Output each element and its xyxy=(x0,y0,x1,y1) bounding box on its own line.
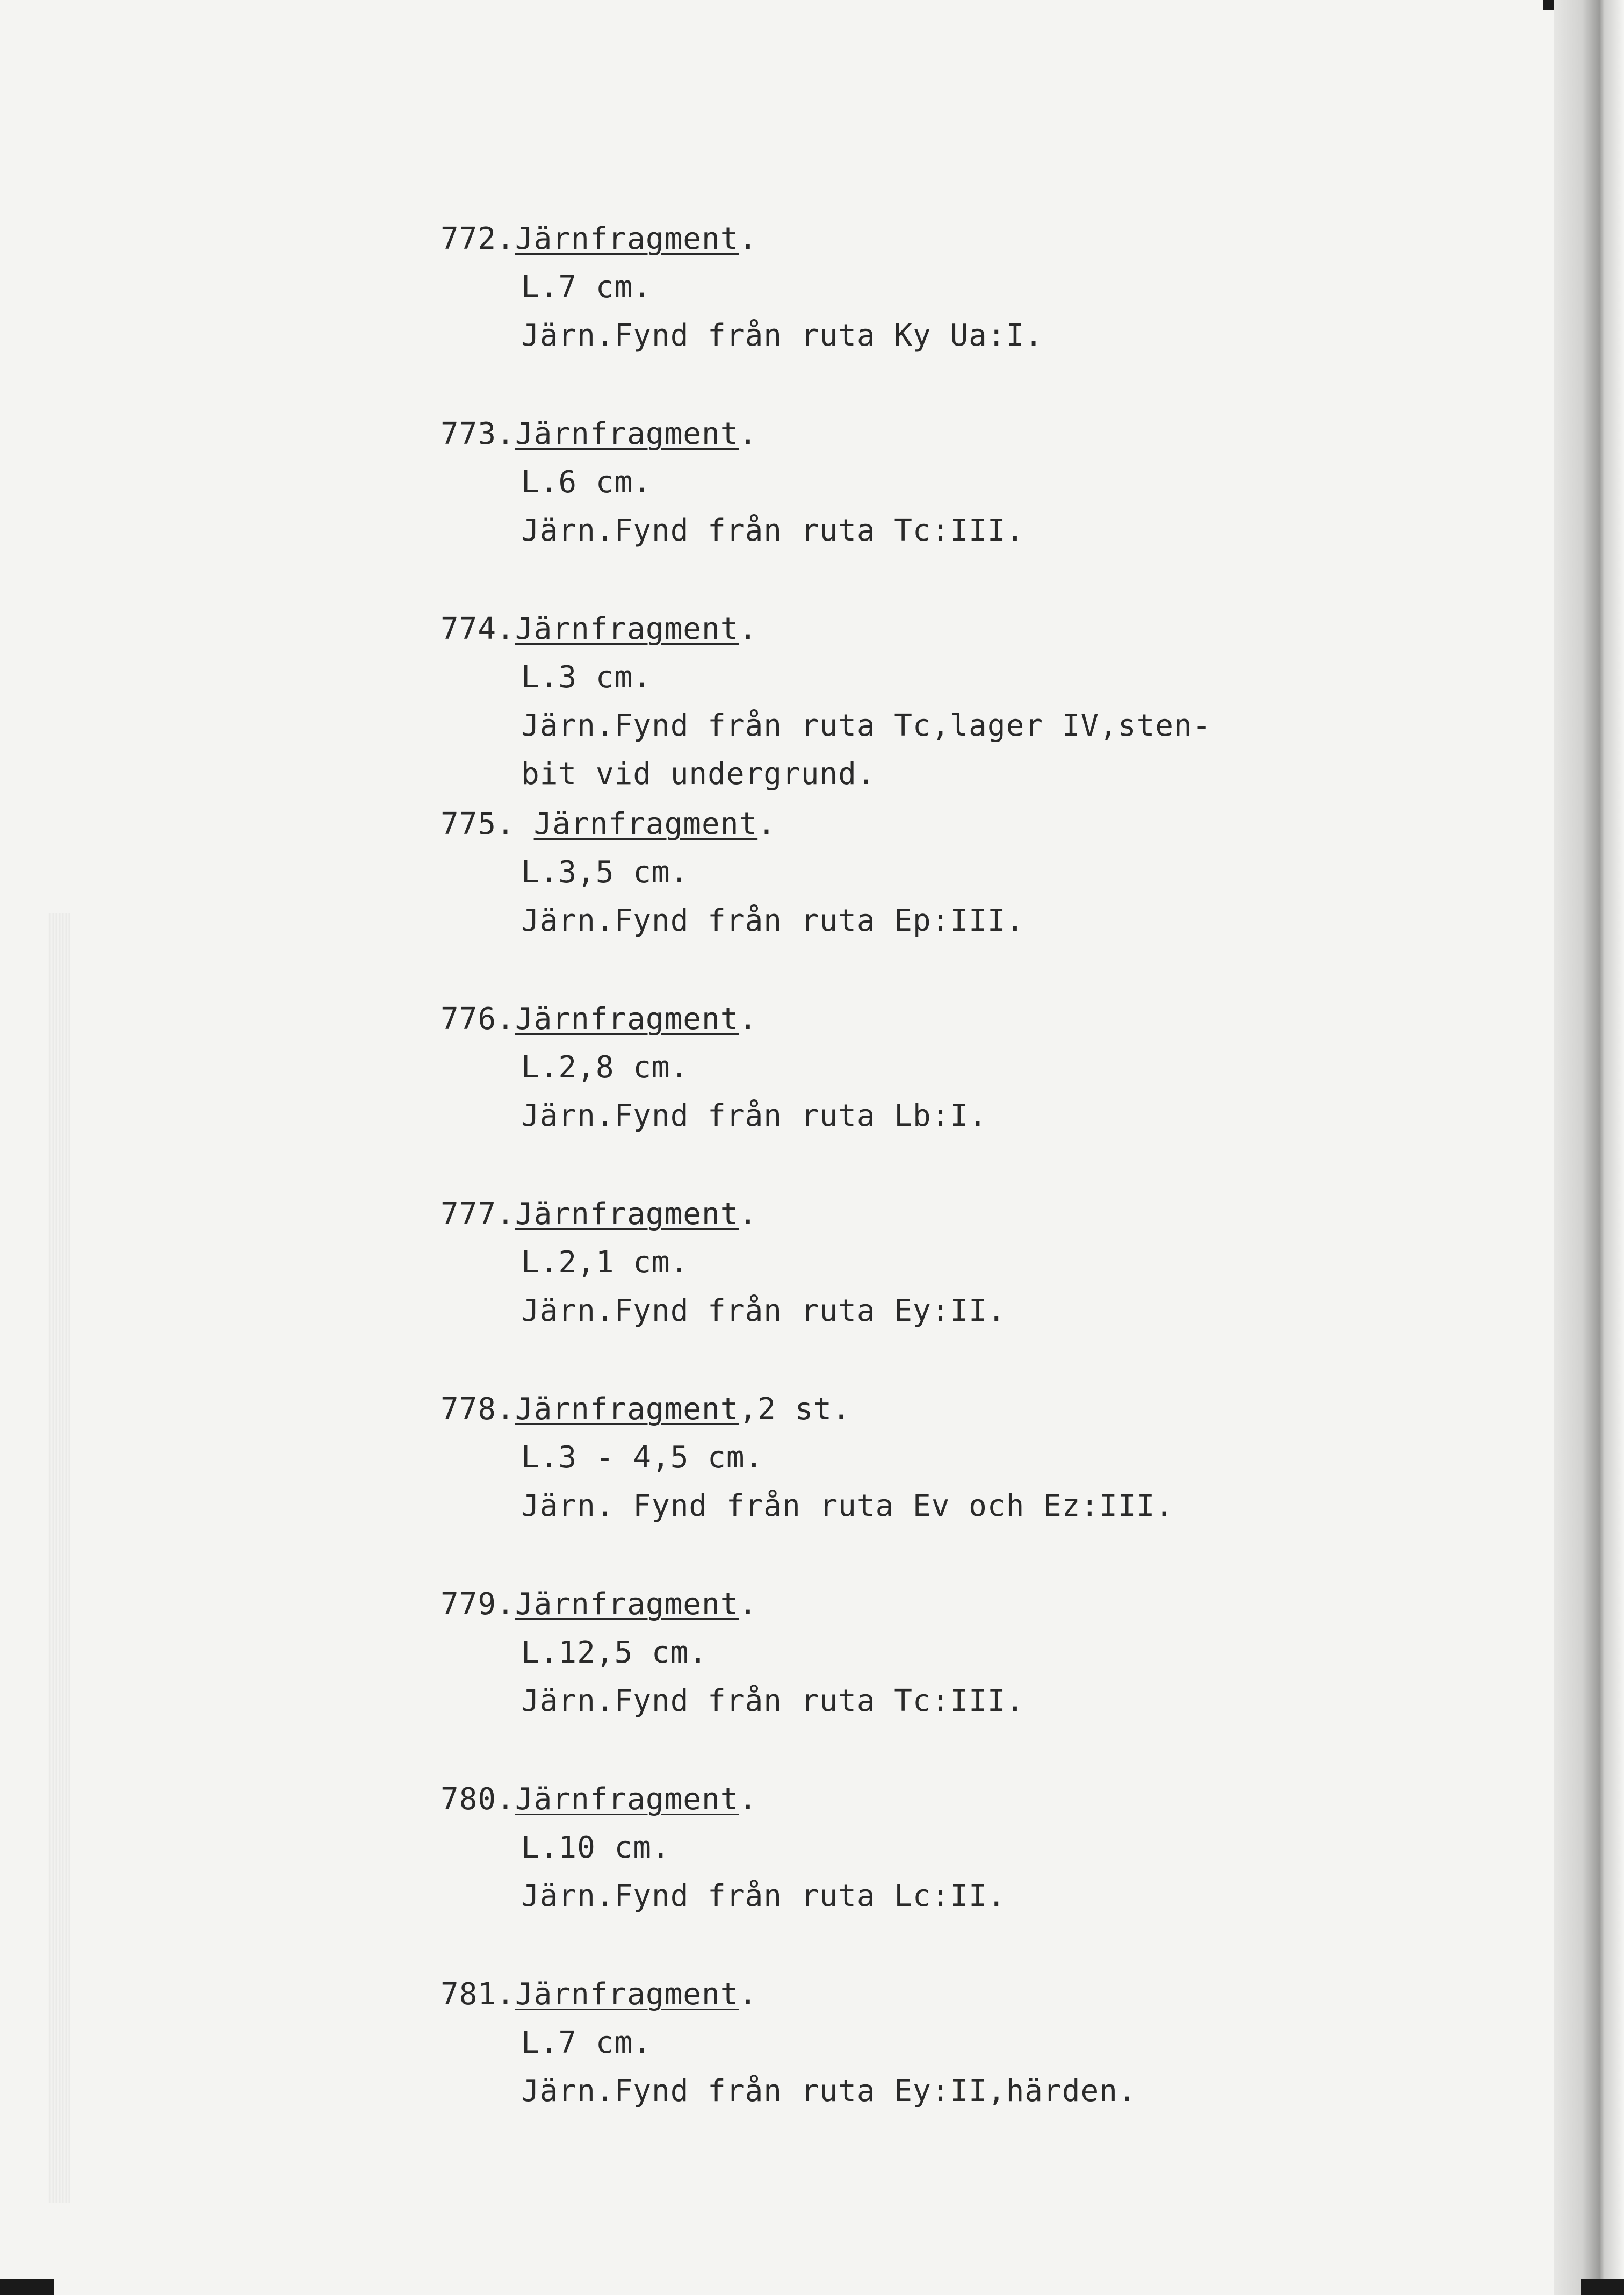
catalog-entry xyxy=(441,1385,1354,1580)
catalog-entry xyxy=(441,1970,1354,2165)
entry-title: Järnfragment xyxy=(515,1782,739,1817)
page-edge-shadow xyxy=(1554,0,1624,2295)
entry-description: Järn.Fynd från ruta Ky Ua:I. xyxy=(521,318,1044,353)
entry-description: Järn.Fynd från ruta Lc:II. xyxy=(521,1879,1006,1913)
entry-title: Järnfragment xyxy=(515,1392,739,1427)
entry-heading xyxy=(441,215,1354,263)
catalog-entry xyxy=(441,995,1354,1190)
entry-length: L.12,5 cm. xyxy=(521,1635,708,1670)
entry-description: Järn.Fynd från ruta Ey:II. xyxy=(521,1293,1006,1328)
entry-heading xyxy=(441,1580,1354,1629)
entry-title: Järnfragment xyxy=(515,1002,739,1037)
entry-title-suffix: . xyxy=(739,1782,758,1817)
entry-heading xyxy=(441,1385,1354,1434)
scan-left-margin-shadow xyxy=(48,913,70,2203)
entry-description: Järn.Fynd från ruta Lb:I. xyxy=(521,1098,987,1133)
entry-length: L.2,8 cm. xyxy=(521,1050,689,1085)
entry-length: L.7 cm. xyxy=(521,2025,652,2060)
entry-number: 774. xyxy=(441,611,515,646)
entry-number: 780. xyxy=(441,1782,515,1817)
catalog-entries xyxy=(441,215,1354,2165)
entry-title: Järnfragment xyxy=(533,807,758,841)
entry-title-suffix: . xyxy=(739,1197,758,1232)
entry-length: L.6 cm. xyxy=(521,465,652,500)
catalog-entry xyxy=(441,1775,1354,1970)
entry-title: Järnfragment xyxy=(515,1197,739,1232)
entry-number: 778. xyxy=(441,1392,515,1427)
entry-length: L.7 cm. xyxy=(521,270,652,305)
entry-title: Järnfragment xyxy=(515,1587,739,1622)
entry-number: 776. xyxy=(441,1002,515,1037)
entry-number: 772. xyxy=(441,221,515,256)
entry-length: L.10 cm. xyxy=(521,1830,670,1865)
entry-title: Järnfragment xyxy=(515,1977,739,2012)
entry-title-suffix: . xyxy=(739,221,758,256)
entry-heading xyxy=(441,800,1354,848)
catalog-entry xyxy=(441,605,1354,800)
entry-description-continued: bit vid undergrund. xyxy=(521,757,876,792)
entry-description: Järn.Fynd från ruta Ep:III. xyxy=(521,903,1025,938)
entry-heading xyxy=(441,995,1354,1044)
entry-description: Järn.Fynd från ruta Tc,lager IV,sten- xyxy=(521,708,1211,743)
entry-title-suffix: . xyxy=(739,416,758,451)
catalog-entry xyxy=(441,215,1354,410)
entry-title-suffix: . xyxy=(757,807,776,841)
entry-title-suffix: . xyxy=(739,1587,758,1622)
entry-length: L.3 cm. xyxy=(521,660,652,695)
entry-length: L.2,1 cm. xyxy=(521,1245,689,1280)
catalog-entry xyxy=(441,800,1354,995)
entry-description: Järn.Fynd från ruta Tc:III. xyxy=(521,513,1025,548)
entry-number: 781. xyxy=(441,1977,515,2012)
entry-title: Järnfragment xyxy=(515,221,739,256)
entry-heading xyxy=(441,1190,1354,1239)
catalog-entry xyxy=(441,1190,1354,1385)
entry-heading xyxy=(441,605,1354,653)
entry-number: 777. xyxy=(441,1197,515,1232)
scan-border-bottom-left xyxy=(0,2279,54,2295)
entry-number: 775. xyxy=(441,807,515,841)
catalog-entry xyxy=(441,1580,1354,1775)
entry-description: Järn. Fynd från ruta Ev och Ez:III. xyxy=(521,1488,1174,1523)
entry-description: Järn.Fynd från ruta Tc:III. xyxy=(521,1684,1025,1718)
entry-title-suffix: . xyxy=(739,611,758,646)
entry-title: Järnfragment xyxy=(515,611,739,646)
entry-length: L.3 - 4,5 cm. xyxy=(521,1440,764,1475)
entry-title: Järnfragment xyxy=(515,416,739,451)
entry-number: 773. xyxy=(441,416,515,451)
catalog-entry xyxy=(441,410,1354,605)
entry-heading xyxy=(441,410,1354,458)
entry-title-suffix: . xyxy=(739,1002,758,1037)
scan-border-bottom-right xyxy=(1581,2279,1624,2295)
entry-heading xyxy=(441,1775,1354,1824)
entry-title-suffix: . xyxy=(739,1977,758,2012)
entry-description: Järn.Fynd från ruta Ey:II,härden. xyxy=(521,2074,1137,2109)
entry-number: 779. xyxy=(441,1587,515,1622)
entry-length: L.3,5 cm. xyxy=(521,855,689,890)
entry-title-suffix: ,2 st. xyxy=(739,1392,851,1427)
entry-heading xyxy=(441,1970,1354,2019)
